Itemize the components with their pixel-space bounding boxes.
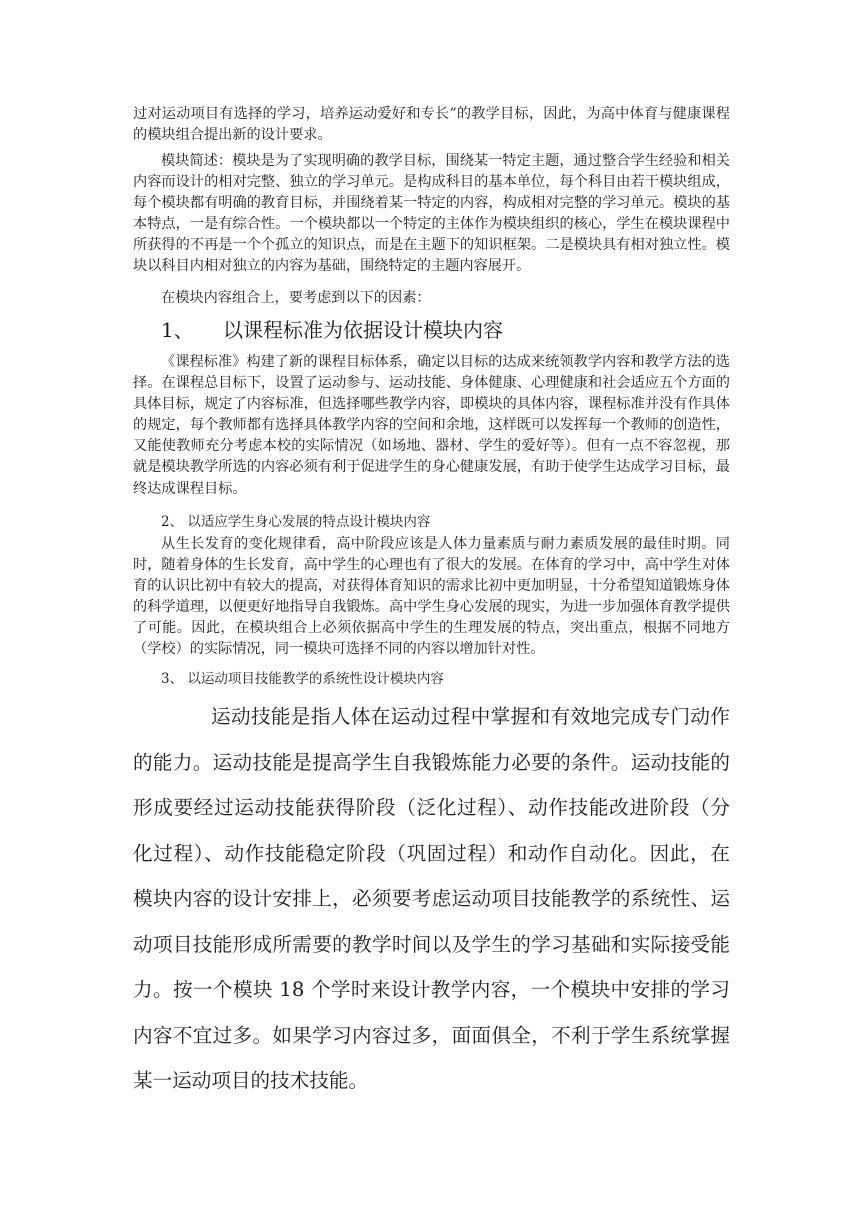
paragraph-curriculum-standard: 《课程标准》构建了新的课程目标体系，确定以目标的达成来统领教学内容和教学方法的选择。在课程总目标下，设置了运动参与、运动技能、身体健康、心理健康和社会适应五个方面的具体目标，规定了内容标准，但选择哪些教学内容，即模块的具体内容，课程标准并没有作具体的规定，每个教师都有选择具体教学内容的空间和余地，这样既可以发挥每一个教师的创造性，又能使教师充分考虑本校的实际情况（如场地、器材、学生的爱好等）。但有一点不容忽视，那就是模块教学所选的内容必须有利于促进学生的身心健康发展，有助于使学生达成学习目标，最终达成课程目标。	[133, 354, 730, 497]
heading-2: 2、 以适应学生身心发展的特点设计模块内容	[161, 514, 431, 530]
heading-3: 3、 以运动项目技能教学的系统性设计模块内容	[161, 671, 444, 687]
heading-1-text: 以课程标准为依据设计模块内容	[223, 318, 503, 342]
paragraph-motor-skills: 运动技能是指人体在运动过程中掌握和有效地完成专门动作的能力。运动技能是提高学生自我锻炼能力必要的条件。运动技能的形成要经过运动技能获得阶段（泛化过程）、动作技能改进阶段（分化过程）、动作技能稳定阶段（巩固过程）和动作自动化。因此，在模块内容的设计安排上，必须要考虑运动项目技能教学的系统性、运动项目技能形成所需要的教学时间以及学生的学习基础和实际接受能力。按一个模块 18 个学时来设计教学内容，一个模块中安排的学习内容不宜过多。如果学习内容过多，面面俱全，不利于学生系统掌握某一运动项目的技术技能。	[133, 705, 730, 1092]
paragraph-module-overview: 模块简述：模块是为了实现明确的教学目标，围绕某一特定主题，通过整合学生经验和相关内容而设计的相对完整、独立的学习单元。是构成科目的基本单位，每个科目由若干模块组成，每个模块都有明确的教育目标，并围绕着某一特定的内容，构成相对完整的学习单元。模块的基本特点，一是有综合性。一个模块都以一个特定的主体作为模块组织的核心，学生在模块课程中所获得的不再是一个个孤立的知识点，而是在主题下的知识框架。二是模块具有相对独立性。模块以科目内相对独立的内容为基础，围绕特定的主题内容展开。	[133, 153, 730, 275]
paragraph-factors-intro: 在模块内容组合上，要考虑到以下的因素：	[161, 290, 431, 306]
heading-1-number: 1、	[161, 318, 194, 342]
paragraph-intro-continuation: 过对运动项目有选择的学习，培养运动爱好和专长”的教学目标，因此，为高中体育与健康课程的模块组合提出新的设计要求。	[133, 106, 730, 144]
paragraph-student-development: 从生长发育的变化规律看，高中阶段应该是人体力量素质与耐力素质发展的最佳时期。同时，随着身体的生长发育，高中学生的心理也有了很大的发展。在体育的学习中，高中学生对体育的认识比初中有较大的提高，对获得体育知识的需求比初中更加明显，十分希望知道锻炼身体的科学道理，以便更好地指导自我锻炼。高中学生身心发展的现实，为进一步加强体育教学提供了可能。因此，在模块组合上必须依据高中学生的生理发展的特点，突出重点，根据不同地方（学校）的实际情况，同一模块可选择不同的内容以增加针对性。	[133, 536, 730, 658]
heading-1	[133, 316, 730, 344]
